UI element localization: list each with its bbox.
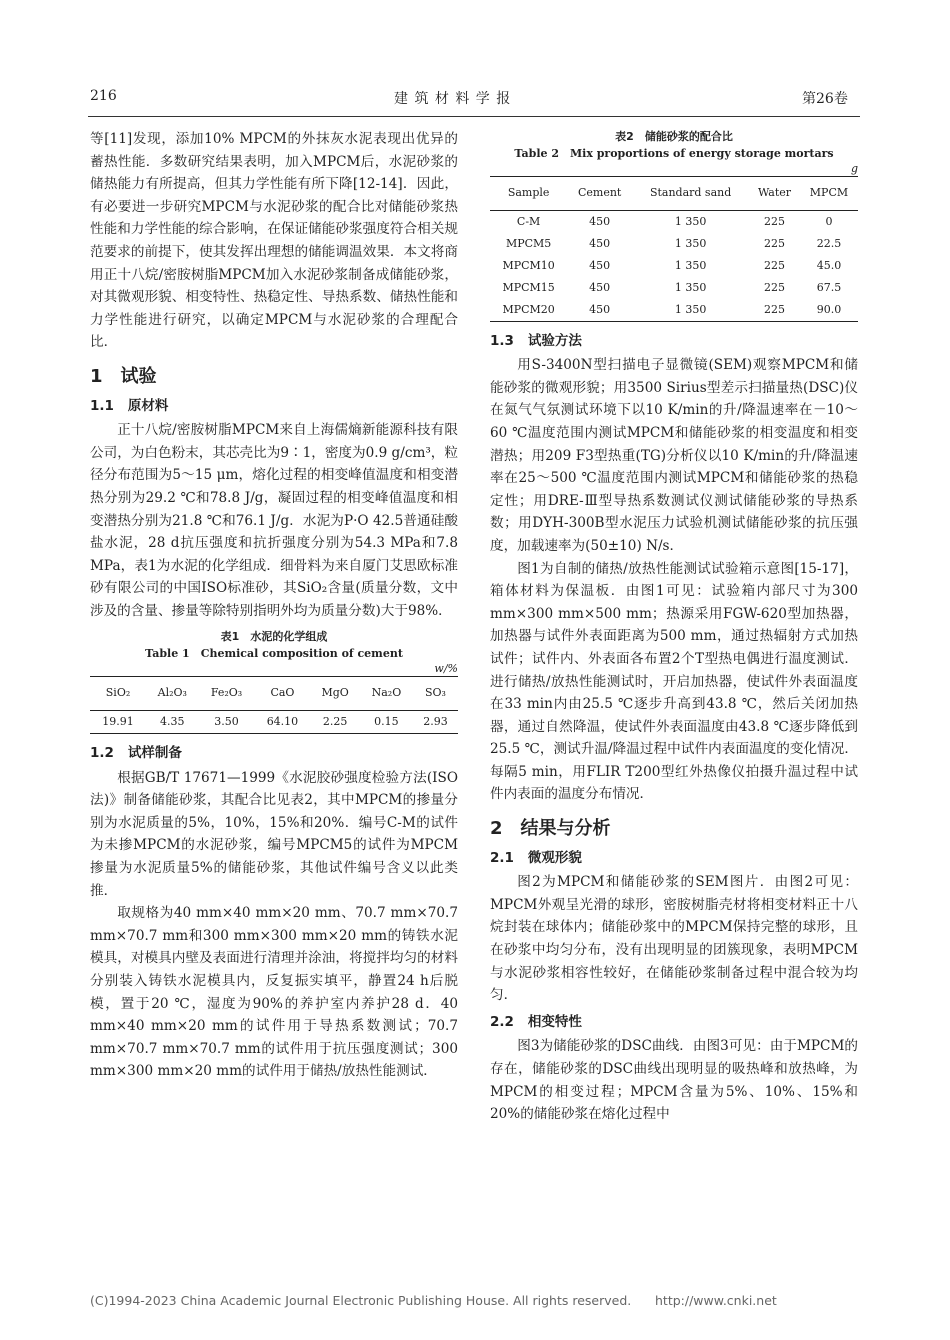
table-cell: MPCM5 <box>505 236 552 250</box>
section-title: 结果与分析 <box>520 818 611 840</box>
table-header-cell: Standard sand <box>632 177 749 211</box>
table-cell: 225 <box>764 214 785 228</box>
table-2 <box>490 128 858 322</box>
subsection-title: 微观形貌 <box>527 849 582 866</box>
table-cell: 45.0 <box>816 258 842 272</box>
subsection-title: 试样制备 <box>127 745 182 762</box>
table-1-unit: w/% <box>434 662 458 676</box>
table-cell: 1 350 <box>632 299 749 322</box>
table-row <box>90 711 458 734</box>
table-header-cell: Al₂O₃ <box>146 677 199 711</box>
journal-title: 建 筑 材 料 学 报 <box>394 91 512 107</box>
table-header-cell: Na₂O <box>360 677 413 711</box>
table-cell: 1 350 <box>674 236 707 250</box>
copyright-footer <box>90 1293 777 1308</box>
subsection-number: 2.1 <box>490 849 514 866</box>
table-header-cell: Cement <box>567 177 632 211</box>
table-cell: 450 <box>567 299 632 322</box>
intro-paragraph: 等[11]发现，添加10% MPCM的外抹灰水泥表现出优异的蓄热性能．多数研究结果表明，加入MPCM后，水泥砂浆的储热能力有所提高，但其力学性能有所下降[12-14]．因此，有必要进一步研究MPCM与水泥砂浆的配合比对储能砂浆热性能和力学性能的综合影响，在保证储能砂浆强度符合相关规范要求的前提下，使其发挥出理想的储能调温效果．本文将商用正十八烷/密胺树脂MPCM加入水泥砂浆制备成储能砂浆，对其微观形貌、相变特性、热稳定性、导热系数、储热性能和力学性能进行研究，以确定MPCM与水泥砂浆的合理配合比． <box>90 131 458 351</box>
table-cell: 22.5 <box>816 236 842 250</box>
table-2-grid <box>490 176 858 322</box>
table-cell: 450 <box>589 258 611 272</box>
table-cell: MPCM10 <box>502 258 555 272</box>
methods-paragraph-2: 图1为自制的储热/放热性能测试试验箱示意图[15-17]，箱体材料为保温板．由图1可见：试验箱内部尺寸为300 mm×300 mm×500 mm；热源采用FGW-620型加热器，加热器与试件外表面距离为500 mm，通过热辐射方式加热试件；试件内、外表面各布置2个T型热电偶进行温度测试．进行储热/放热性能测试时，开启加热器，使试件外表面温度在33 min内由25.5 ℃逐步升高到43.8 ℃，然后关闭加热器，通过自然降温，使试件外表面温度由43.8 ℃逐步降低到25.5 ℃，测试升温/降温过程中试件内表面温度的变化情况．每隔5 min，用FLIR T200型红外热像仪拍摄升温过程中试件内表面的温度分布情况． <box>490 560 858 803</box>
table-cell: C-M <box>516 214 541 228</box>
subsection-2-2-heading <box>490 1011 858 1034</box>
table-header-cell: MPCM <box>800 177 858 211</box>
header-rule <box>88 116 860 117</box>
table-cell: 450 <box>589 280 611 294</box>
table-cell: 3.50 <box>199 711 255 734</box>
subsection-number: 1.2 <box>90 745 114 762</box>
table-cell: 450 <box>589 214 611 228</box>
methods-paragraph-1: 用S-3400N型扫描电子显微镜(SEM)观察MPCM和储能砂浆的微观形貌；用3500 Sirius型差示扫描量热(DSC)仪在氮气气氛测试环境下以10 K/min的升/降温速率在－10～60 ℃温度范围内测试MPCM和储能砂浆的相变温度和相变潜热；用209 F3型热重(TG)分析仪以10 K/min的升/降温速率在25～500 ℃温度范围内测试MPCM和储能砂浆的热稳定性；用DRE-Ⅲ型导热系数测试仪测试储能砂浆的导热系数；用DYH-300B型水泥压力试验机测试储能砂浆的抗压强度，加载速率为(50±10) N/s． <box>490 357 858 554</box>
materials-paragraph: 正十八烷/密胺树脂MPCM来自上海儒熵新能源科技有限公司，为白色粉末，其芯壳比为9∶1，密度为0.9 g/cm³，粒径分布范围为5～15 μm，熔化过程的相变峰值温度和相变潜热分别为29.2 ℃和78.8 J/g，凝固过程的相变峰值温度和相变潜热分别为21.8 ℃和76.1 J/g．水泥为P·O 42.5普通硅酸盐水泥，28 d抗压强度和抗折强度分别为54.3 MPa和7.8 MPa，表1为水泥的化学组成．细骨料为来自厦门艾思欧标准砂有限公司的中国ISO标准砂，其SiO₂含量(质量分数，文中涉及的含量、掺量等除特别指明外均为质量分数)大于98%． <box>90 422 458 619</box>
phase-change-paragraph: 图3为储能砂浆的DSC曲线．由图3可见：由于MPCM的存在，储能砂浆的DSC曲线出现明显的吸热峰和放热峰，为MPCM的相变过程；MPCM含量为5%、10%、15%和20%的储能砂浆在熔化过程中 <box>490 1038 858 1123</box>
table-cell: 225 <box>764 280 785 294</box>
table-1-title-en: Table 1 Chemical composition of cement <box>145 647 403 661</box>
cnki-link[interactable]: http://www.cnki.net <box>655 1293 777 1308</box>
subsection-title: 原材料 <box>127 397 169 414</box>
subsection-1-2-heading <box>90 742 458 765</box>
table-cell: 225 <box>764 258 785 272</box>
preparation-paragraph-2: 取规格为40 mm×40 mm×20 mm、70.7 mm×70.7 mm×70.7 mm和300 mm×300 mm×20 mm的铸铁水泥模具，对模具内壁及表面进行清理并涂油，将搅拌均匀的材料分别装入铸铁水泥模具内，反复振实填平，静置24 h后脱模，置于20 ℃，湿度为90%的养护室内养护28 d．40 mm×40 mm×20 mm的试件用于导热系数测试；70.7 mm×70.7 mm×70.7 mm的试件用于抗压强度测试；300 mm×300 mm×20 mm的试件用于储热/放热性能测试． <box>90 905 458 1080</box>
table-2-title-en: Table 2 Mix proportions of energy storage mortars <box>514 147 834 160</box>
table-cell: 1 350 <box>674 258 707 272</box>
table-cell: 64.10 <box>254 711 310 734</box>
morphology-paragraph: 图2为MPCM和储能砂浆的SEM图片．由图2可见：MPCM外观呈光滑的球形，密胺树脂壳材将相变材料正十八烷封装在球体内；储能砂浆中的MPCM保持完整的球形，且在砂浆中均匀分布，没有出现明显的团簇现象，表明MPCM与水泥砂浆相容性较好，在储能砂浆制备过程中混合较为均匀． <box>490 874 858 1004</box>
section-number: 2 <box>490 818 503 840</box>
table-cell: 4.35 <box>146 711 199 734</box>
table-header-cell: SiO₂ <box>90 677 146 711</box>
subsection-1-1-heading <box>90 395 458 418</box>
page-number: 216 <box>90 88 117 104</box>
table-row <box>490 255 858 277</box>
table-cell: 225 <box>764 236 785 250</box>
table-cell: MPCM20 <box>490 299 567 322</box>
table-cell: 0 <box>825 214 833 228</box>
subsection-title: 试验方法 <box>527 332 582 349</box>
table-header-cell: CaO <box>254 677 310 711</box>
section-title: 试验 <box>120 365 157 387</box>
table-header-cell: MgO <box>310 677 359 711</box>
table-cell: 2.93 <box>413 711 458 734</box>
subsection-title: 相变特性 <box>527 1013 582 1030</box>
table-row <box>490 210 858 233</box>
table-cell: 450 <box>589 236 611 250</box>
table-cell: 0.15 <box>360 711 413 734</box>
table-cell: 67.5 <box>816 280 842 294</box>
preparation-paragraph-1: 根据GB/T 17671—1999《水泥胶砂强度检验方法(ISO法)》制备储能砂浆，其配合比见表2，其中MPCM的掺量分别为水泥质量的5%，10%，15%和20%．编号C-M的试件为未掺MPCM的水泥砂浆，编号MPCM5的试件为MPCM掺量为水泥质量5%的储能砂浆，其他试件编号含义以此类推． <box>90 769 458 899</box>
table-1 <box>90 628 458 734</box>
table-row <box>490 299 858 322</box>
copyright-text: (C)1994-2023 China Academic Journal Electronic Publishing House. All rights reserved. <box>90 1293 632 1308</box>
table-cell: 1 350 <box>674 280 707 294</box>
table-cell: MPCM15 <box>502 280 555 294</box>
table-cell: 225 <box>749 299 800 322</box>
section-2-heading <box>490 818 858 841</box>
table-row <box>490 277 858 299</box>
subsection-2-1-heading <box>490 847 858 870</box>
right-column <box>490 128 858 1126</box>
section-1-heading <box>90 366 458 389</box>
volume-label: 第26卷 <box>802 91 848 107</box>
table-2-unit: g <box>850 162 858 175</box>
subsection-1-3-heading <box>490 330 858 353</box>
subsection-number: 1.1 <box>90 397 114 414</box>
table-1-grid <box>90 676 458 734</box>
table-row <box>490 233 858 255</box>
table-1-title-cn: 表1 水泥的化学组成 <box>220 630 328 644</box>
subsection-number: 2.2 <box>490 1013 514 1030</box>
table-cell: 19.91 <box>90 711 146 734</box>
section-number: 1 <box>90 365 103 387</box>
table-cell: 1 350 <box>674 214 707 228</box>
table-header-cell: SO₃ <box>413 677 458 711</box>
table-header-cell: Water <box>749 177 800 211</box>
table-cell: 90.0 <box>800 299 858 322</box>
table-cell: 2.25 <box>310 711 359 734</box>
table-2-title-cn: 表2 储能砂浆的配合比 <box>615 130 733 143</box>
table-header-cell: Fe₂O₃ <box>199 677 255 711</box>
left-column <box>90 128 458 1083</box>
subsection-number: 1.3 <box>490 332 514 349</box>
table-header-cell: Sample <box>490 177 567 211</box>
